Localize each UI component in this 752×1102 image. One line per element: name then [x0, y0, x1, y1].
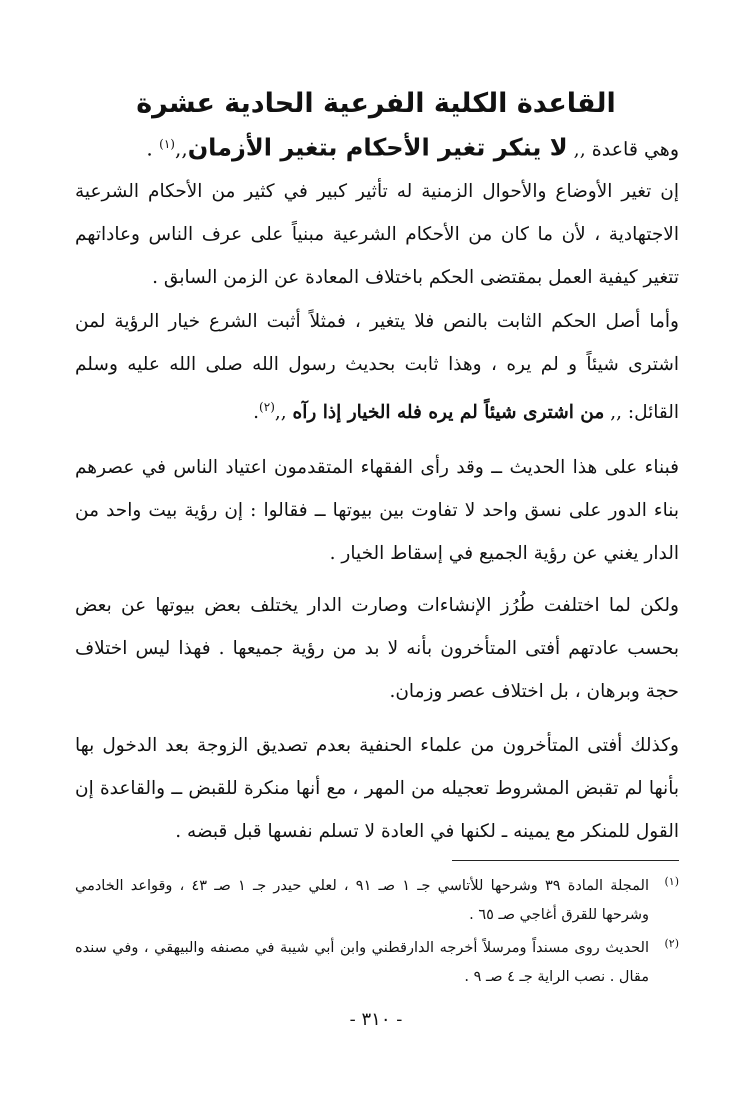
footnote-1 [75, 872, 679, 930]
paragraph-5: وكذلك أفتى المتأخرون من علماء الحنفية بعدم تصديق الزوجة بعد الدخول بها بأنها لم تقبض المشروط تعجيله من المهر ، مع أنها منكرة للقبض ــ والقاعدة إن القول للمنكر مع يمينه ـ لكنها في العادة لا تسلم نفسها قبل قبضه . [75, 735, 679, 842]
footnote-ref-1[interactable]: (١) [159, 137, 175, 151]
paragraph-2-text: وأما أصل الحكم الثابت بالنص فلا يتغير ، فمثلاً أثبت الشرع خيار الرؤية لمن اشترى شيئاً و لم يره ، وهذا ثابت بحديث رسول الله صلى الله عليه وسلم القائل: ,, [75, 311, 679, 424]
paragraph-3: فبناء على هذا الحديث ــ وقد رأى الفقهاء المتقدمون اعتياد الناس في عصرهم بناء الدور على نسق واحد لا تفاوت بين بيوتها ــ فقالوا : إن رؤية بيت واحد من الدار يغني عن رؤية الجميع في إسقاط الخيار . [75, 457, 679, 564]
footnote-1-number: (١) [664, 875, 679, 888]
paragraph-1: إن تغير الأوضاع والأحوال الزمنية له تأثير كبير في كثير من الأحكام الشرعية الاجتهادية ، لأن ما كان من الأحكام الشرعية مبنياً على عرف الناس وعاداتهم تتغير كيفية العمل بمقتضى الحكم باختلاف المعادة عن الزمن السابق . [75, 181, 679, 288]
page-number: - ٣١٠ - [349, 1009, 403, 1030]
rule-statement [75, 126, 679, 168]
rule-intro: وهي قاعدة ,, [567, 138, 679, 161]
footnote-1-text: المجلة المادة ٣٩ وشرحها للأتاسي جـ ١ صـ ٩١ ، لعلي حيدر جـ ١ صـ ٤٣ ، وقواعد الخادمي وشرحها للقرق أغاجي صـ ٦٥ . [75, 878, 649, 923]
paragraph-4: ولكن لما اختلفت طُرُز الإنشاءات وصارت الدار يختلف بعض بيوتها عن بعض بحسب عادتهم أفتى المتأخرون بأنه لا بد من رؤية جميعها . فهذا ليس اختلاف حجة وبرهان ، بل اختلاف عصر وزمان. [75, 595, 679, 702]
paragraph-2-end: . [253, 402, 260, 424]
footnote-ref-2[interactable]: (٢) [259, 400, 275, 414]
rule-close-quote: ,, [174, 136, 188, 161]
page-title: القاعدة الكلية الفرعية الحادية عشرة [136, 88, 616, 119]
hadith-quote: من اشترى شيئاً لم يره فله الخيار إذا رآه [292, 402, 605, 424]
footnote-separator [452, 860, 679, 861]
footnote-2-number: (٢) [664, 937, 679, 950]
footnote-2-text: الحديث روى مسنداً ومرسلاً أخرجه الدارقطني وابن أبي شيبة في مصنفه والبيهقي ، وفي سنده مقال . نصب الراية جـ ٤ صـ ٩ . [75, 940, 649, 985]
footnote-2 [75, 934, 679, 992]
rule-text: لا ينكر تغير الأحكام بتغير الأزمان [187, 133, 568, 162]
footnotes [75, 872, 679, 996]
rule-end: . [146, 136, 160, 161]
hadith-close-quote: ,, [274, 402, 293, 424]
paragraph-2 [75, 300, 679, 434]
